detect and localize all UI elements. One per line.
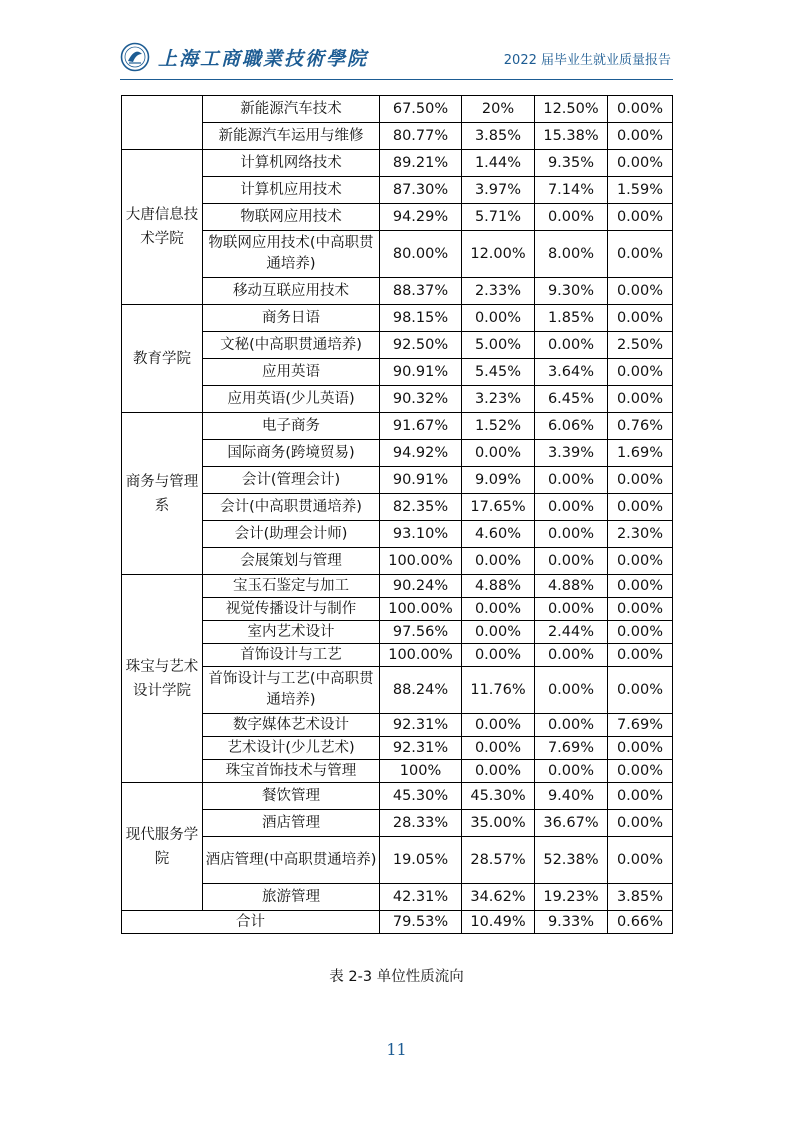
value-cell: 80.00% xyxy=(380,231,462,278)
report-title: 2022 届毕业生就业质量报告 xyxy=(503,53,671,68)
value-cell: 0.00% xyxy=(535,548,608,575)
table-row xyxy=(122,494,673,521)
value-cell: 0.00% xyxy=(462,737,535,760)
department-cell: 大唐信息技术学院 xyxy=(122,150,203,305)
table-row xyxy=(122,810,673,837)
value-cell: 0.00% xyxy=(608,150,673,177)
value-cell: 28.33% xyxy=(380,810,462,837)
value-cell: 0.00% xyxy=(535,467,608,494)
value-cell: 0.00% xyxy=(462,440,535,467)
value-cell: 2.33% xyxy=(462,278,535,305)
total-row xyxy=(122,911,673,934)
value-cell: 0.00% xyxy=(608,467,673,494)
table-row xyxy=(122,386,673,413)
major-cell: 计算机应用技术 xyxy=(203,177,380,204)
value-cell: 0.00% xyxy=(608,644,673,667)
value-cell: 0.00% xyxy=(608,278,673,305)
value-cell: 4.88% xyxy=(535,575,608,598)
major-cell: 物联网应用技术 xyxy=(203,204,380,231)
value-cell: 12.00% xyxy=(462,231,535,278)
major-cell: 电子商务 xyxy=(203,413,380,440)
major-cell: 会计(中高职贯通培养) xyxy=(203,494,380,521)
table-row xyxy=(122,305,673,332)
value-cell: 100% xyxy=(380,760,462,783)
value-cell: 5.71% xyxy=(462,204,535,231)
value-cell: 100.00% xyxy=(380,598,462,621)
value-cell: 93.10% xyxy=(380,521,462,548)
value-cell: 92.50% xyxy=(380,332,462,359)
page-header xyxy=(0,0,793,82)
table-row xyxy=(122,837,673,884)
value-cell: 2.50% xyxy=(608,332,673,359)
major-cell: 视觉传播设计与制作 xyxy=(203,598,380,621)
table-row xyxy=(122,177,673,204)
value-cell: 0.00% xyxy=(608,231,673,278)
value-cell: 0.00% xyxy=(608,783,673,810)
value-cell: 7.69% xyxy=(608,714,673,737)
major-cell: 旅游管理 xyxy=(203,884,380,911)
value-cell: 87.30% xyxy=(380,177,462,204)
value-cell: 0.00% xyxy=(535,644,608,667)
value-cell: 0.00% xyxy=(535,714,608,737)
page-number: 11 xyxy=(386,1040,407,1059)
major-cell: 艺术设计(少儿艺术) xyxy=(203,737,380,760)
value-cell: 8.00% xyxy=(535,231,608,278)
value-cell: 0.00% xyxy=(608,359,673,386)
value-cell: 9.09% xyxy=(462,467,535,494)
major-cell: 国际商务(跨境贸易) xyxy=(203,440,380,467)
value-cell: 94.92% xyxy=(380,440,462,467)
value-cell: 89.21% xyxy=(380,150,462,177)
value-cell: 4.88% xyxy=(462,575,535,598)
department-cell: 现代服务学院 xyxy=(122,783,203,911)
table-row xyxy=(122,667,673,714)
table-row xyxy=(122,621,673,644)
major-cell: 酒店管理(中高职贯通培养) xyxy=(203,837,380,884)
major-cell: 新能源汽车运用与维修 xyxy=(203,123,380,150)
value-cell: 0.00% xyxy=(608,737,673,760)
major-cell: 会计(助理会计师) xyxy=(203,521,380,548)
department-cell: 教育学院 xyxy=(122,305,203,413)
value-cell: 4.60% xyxy=(462,521,535,548)
value-cell: 3.23% xyxy=(462,386,535,413)
table-row xyxy=(122,783,673,810)
table-row xyxy=(122,96,673,123)
value-cell: 1.52% xyxy=(462,413,535,440)
table-row xyxy=(122,575,673,598)
value-cell: 0.00% xyxy=(608,305,673,332)
table-row xyxy=(122,231,673,278)
total-value-cell: 10.49% xyxy=(462,911,535,934)
table-row xyxy=(122,204,673,231)
value-cell: 19.23% xyxy=(535,884,608,911)
value-cell: 0.00% xyxy=(608,548,673,575)
value-cell: 28.57% xyxy=(462,837,535,884)
major-cell: 计算机网络技术 xyxy=(203,150,380,177)
value-cell: 35.00% xyxy=(462,810,535,837)
table-row xyxy=(122,548,673,575)
value-cell: 0.00% xyxy=(608,810,673,837)
value-cell: 17.65% xyxy=(462,494,535,521)
value-cell: 0.00% xyxy=(462,714,535,737)
table-row xyxy=(122,467,673,494)
value-cell: 100.00% xyxy=(380,548,462,575)
table-row xyxy=(122,278,673,305)
value-cell: 0.00% xyxy=(535,332,608,359)
value-cell: 88.24% xyxy=(380,667,462,714)
value-cell: 0.00% xyxy=(535,667,608,714)
major-cell: 会展策划与管理 xyxy=(203,548,380,575)
value-cell: 0.00% xyxy=(535,521,608,548)
value-cell: 0.00% xyxy=(462,760,535,783)
major-cell: 应用英语 xyxy=(203,359,380,386)
value-cell: 45.30% xyxy=(462,783,535,810)
header-divider xyxy=(120,79,673,80)
value-cell: 1.59% xyxy=(608,177,673,204)
major-cell: 室内艺术设计 xyxy=(203,621,380,644)
value-cell: 7.14% xyxy=(535,177,608,204)
value-cell: 0.00% xyxy=(608,204,673,231)
value-cell: 19.05% xyxy=(380,837,462,884)
major-cell: 首饰设计与工艺(中高职贯通培养) xyxy=(203,667,380,714)
major-cell: 餐饮管理 xyxy=(203,783,380,810)
major-cell: 商务日语 xyxy=(203,305,380,332)
value-cell: 90.24% xyxy=(380,575,462,598)
total-label: 合计 xyxy=(122,911,380,934)
value-cell: 11.76% xyxy=(462,667,535,714)
value-cell: 15.38% xyxy=(535,123,608,150)
table-row xyxy=(122,737,673,760)
value-cell: 0.00% xyxy=(608,96,673,123)
table-row xyxy=(122,123,673,150)
major-cell: 新能源汽车技术 xyxy=(203,96,380,123)
value-cell: 7.69% xyxy=(535,737,608,760)
department-cell: 商务与管理系 xyxy=(122,413,203,575)
value-cell: 6.06% xyxy=(535,413,608,440)
value-cell: 0.00% xyxy=(462,305,535,332)
value-cell: 98.15% xyxy=(380,305,462,332)
value-cell: 5.45% xyxy=(462,359,535,386)
value-cell: 0.00% xyxy=(462,644,535,667)
value-cell: 3.85% xyxy=(608,884,673,911)
value-cell: 0.00% xyxy=(608,123,673,150)
value-cell: 42.31% xyxy=(380,884,462,911)
value-cell: 0.00% xyxy=(462,598,535,621)
value-cell: 90.91% xyxy=(380,467,462,494)
table-row xyxy=(122,413,673,440)
value-cell: 0.00% xyxy=(535,494,608,521)
value-cell: 92.31% xyxy=(380,714,462,737)
table-row xyxy=(122,440,673,467)
value-cell: 0.76% xyxy=(608,413,673,440)
table-row xyxy=(122,598,673,621)
value-cell: 100.00% xyxy=(380,644,462,667)
value-cell: 1.85% xyxy=(535,305,608,332)
table-row xyxy=(122,332,673,359)
major-cell: 应用英语(少儿英语) xyxy=(203,386,380,413)
table-row xyxy=(122,359,673,386)
value-cell: 3.85% xyxy=(462,123,535,150)
value-cell: 0.00% xyxy=(535,598,608,621)
department-cell: 珠宝与艺术设计学院 xyxy=(122,575,203,783)
value-cell: 0.00% xyxy=(608,621,673,644)
value-cell: 2.44% xyxy=(535,621,608,644)
value-cell: 92.31% xyxy=(380,737,462,760)
major-cell: 首饰设计与工艺 xyxy=(203,644,380,667)
major-cell: 数字媒体艺术设计 xyxy=(203,714,380,737)
total-value-cell: 79.53% xyxy=(380,911,462,934)
value-cell: 80.77% xyxy=(380,123,462,150)
department-cell xyxy=(122,96,203,150)
value-cell: 9.35% xyxy=(535,150,608,177)
value-cell: 0.00% xyxy=(535,204,608,231)
total-value-cell: 0.66% xyxy=(608,911,673,934)
value-cell: 97.56% xyxy=(380,621,462,644)
value-cell: 0.00% xyxy=(462,548,535,575)
table-row xyxy=(122,150,673,177)
table-row xyxy=(122,521,673,548)
value-cell: 0.00% xyxy=(608,386,673,413)
value-cell: 6.45% xyxy=(535,386,608,413)
table-caption: 表 2-3 单位性质流向 xyxy=(329,969,464,985)
table-body xyxy=(122,96,673,934)
table-row xyxy=(122,884,673,911)
school-logo-icon xyxy=(120,42,150,72)
value-cell: 0.00% xyxy=(462,621,535,644)
value-cell: 0.00% xyxy=(608,837,673,884)
value-cell: 3.39% xyxy=(535,440,608,467)
value-cell: 0.00% xyxy=(608,760,673,783)
value-cell: 0.00% xyxy=(608,494,673,521)
value-cell: 0.00% xyxy=(608,598,673,621)
value-cell: 3.64% xyxy=(535,359,608,386)
value-cell: 88.37% xyxy=(380,278,462,305)
table-row xyxy=(122,714,673,737)
value-cell: 12.50% xyxy=(535,96,608,123)
value-cell: 0.00% xyxy=(608,575,673,598)
value-cell: 90.91% xyxy=(380,359,462,386)
value-cell: 0.00% xyxy=(608,667,673,714)
value-cell: 20% xyxy=(462,96,535,123)
value-cell: 82.35% xyxy=(380,494,462,521)
table-row xyxy=(122,760,673,783)
employer-type-table xyxy=(121,95,673,934)
value-cell: 9.30% xyxy=(535,278,608,305)
value-cell: 67.50% xyxy=(380,96,462,123)
major-cell: 物联网应用技术(中高职贯通培养) xyxy=(203,231,380,278)
major-cell: 会计(管理会计) xyxy=(203,467,380,494)
value-cell: 1.69% xyxy=(608,440,673,467)
value-cell: 34.62% xyxy=(462,884,535,911)
major-cell: 酒店管理 xyxy=(203,810,380,837)
value-cell: 45.30% xyxy=(380,783,462,810)
major-cell: 宝玉石鉴定与加工 xyxy=(203,575,380,598)
major-cell: 文秘(中高职贯通培养) xyxy=(203,332,380,359)
value-cell: 9.40% xyxy=(535,783,608,810)
major-cell: 珠宝首饰技术与管理 xyxy=(203,760,380,783)
school-name: 上海工商職業技術學院 xyxy=(158,48,369,70)
value-cell: 5.00% xyxy=(462,332,535,359)
value-cell: 0.00% xyxy=(535,760,608,783)
table-row xyxy=(122,644,673,667)
major-cell: 移动互联应用技术 xyxy=(203,278,380,305)
value-cell: 94.29% xyxy=(380,204,462,231)
value-cell: 2.30% xyxy=(608,521,673,548)
value-cell: 52.38% xyxy=(535,837,608,884)
value-cell: 36.67% xyxy=(535,810,608,837)
value-cell: 91.67% xyxy=(380,413,462,440)
value-cell: 3.97% xyxy=(462,177,535,204)
value-cell: 90.32% xyxy=(380,386,462,413)
total-value-cell: 9.33% xyxy=(535,911,608,934)
value-cell: 1.44% xyxy=(462,150,535,177)
